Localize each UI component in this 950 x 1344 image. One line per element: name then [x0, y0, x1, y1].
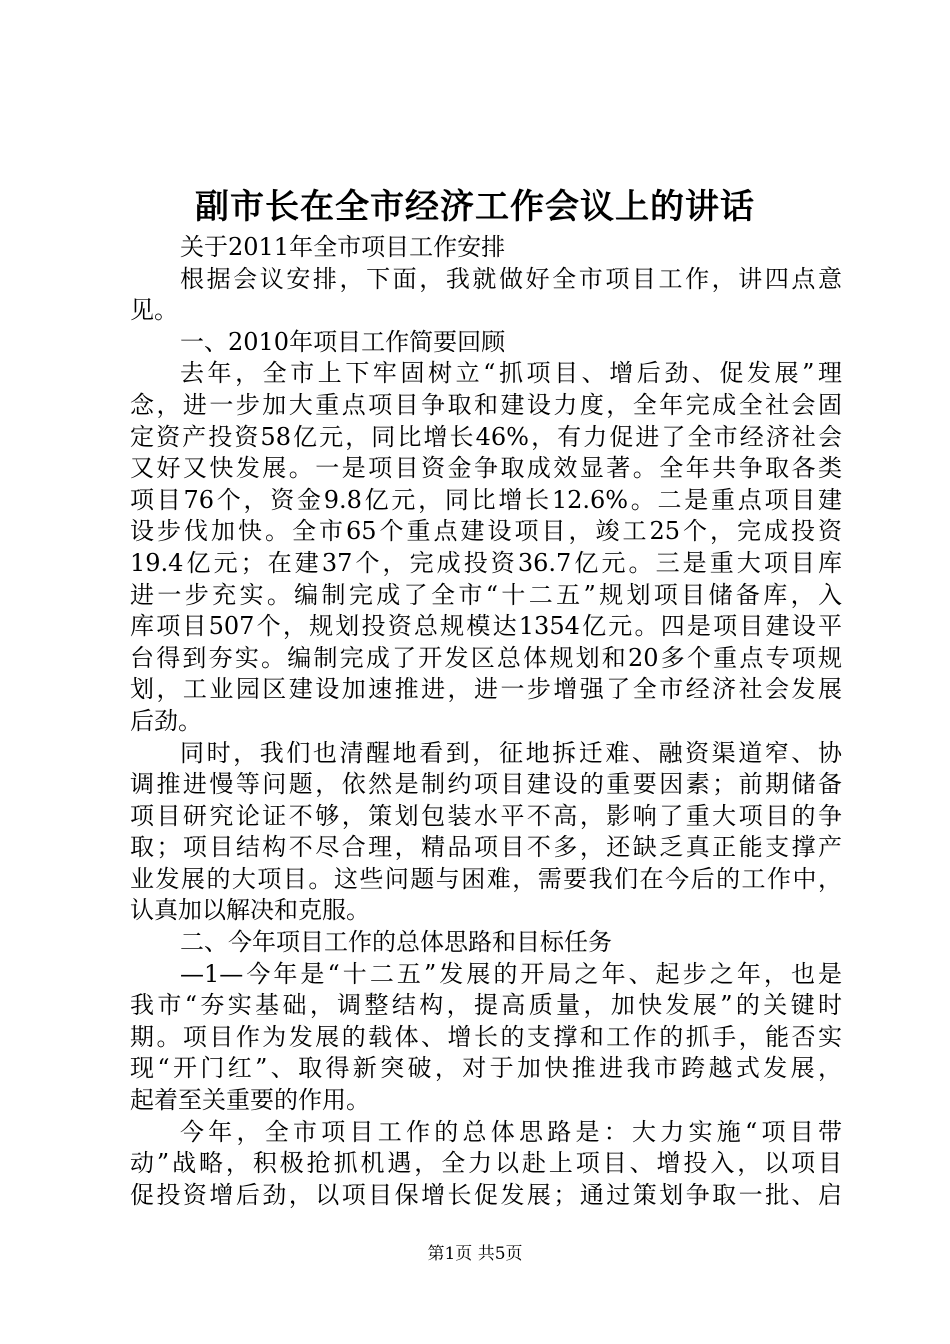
body-line: 后劲。 — [130, 706, 202, 735]
body-line: 取；项目结构不尽合理，精品项目不多，还缺乏真正能支撑产 — [130, 833, 842, 862]
body-line: 根据会议安排，下面，我就做好全市项目工作，讲四点意 — [180, 264, 842, 293]
body-line: 我市“夯实基础，调整结构，提高质量，加快发展”的关键时 — [130, 991, 842, 1020]
body-line: 认真加以解决和克服。 — [130, 896, 370, 925]
body-line: 业发展的大项目。这些问题与困难，需要我们在今后的工作中， — [130, 864, 842, 893]
body-line: 划，工业园区建设加速推进，进一步增强了全市经济社会发展 — [130, 675, 842, 704]
body-line: 期。项目作为发展的载体、增长的支撑和工作的抓手，能否实 — [130, 1022, 842, 1051]
body-line: 进一步充实。编制完成了全市“十二五”规划项目储备库，入 — [130, 580, 842, 609]
body-line: 现“开门红”、取得新突破，对于加快推进我市跨越式发展， — [130, 1054, 842, 1083]
body-line: 库项目507个，规划投资总规模达1354亿元。四是项目建设平 — [130, 612, 842, 641]
body-line: 同时，我们也清醒地看到，征地拆迁难、融资渠道窄、协 — [180, 738, 842, 767]
body-line: 台得到夯实。编制完成了开发区总体规划和20多个重点专项规 — [130, 643, 842, 672]
body-line: 项目研究论证不够，策划包装水平不高，影响了重大项目的争 — [130, 801, 842, 830]
body-line: 动”战略，积极抢抓机遇，全力以赴上项目、增投入，以项目 — [130, 1149, 842, 1178]
body-line: 19.4亿元；在建37个，完成投资36.7亿元。三是重大项目库 — [130, 548, 842, 577]
body-line: 起着至关重要的作用。 — [130, 1086, 370, 1115]
body-line: —1—今年是“十二五”发展的开局之年、起步之年，也是 — [180, 959, 842, 988]
body-line: 项目76个，资金9.8亿元，同比增长12.6%。二是重点项目建 — [130, 485, 842, 514]
body-line: 去年，全市上下牢固树立“抓项目、增后劲、促发展”理 — [180, 359, 842, 388]
body-line: 设步伐加快。全市65个重点建设项目，竣工25个，完成投资 — [130, 517, 842, 546]
body-line: 念，进一步加大重点项目争取和建设力度，全年完成全社会固 — [130, 390, 842, 419]
document-body — [130, 232, 842, 1211]
body-line: 关于2011年全市项目工作安排 — [180, 233, 506, 261]
body-line: 见。 — [130, 296, 178, 325]
body-line: 又好又快发展。一是项目资金争取成效显著。全年共争取各类 — [130, 454, 842, 483]
body-line: 促投资增后劲，以项目保增长促发展；通过策划争取一批、启 — [130, 1180, 842, 1209]
body-line: 二、今年项目工作的总体思路和目标任务 — [180, 928, 612, 957]
body-line: 定资产投资58亿元，同比增长46%，有力促进了全市经济社会 — [130, 422, 842, 451]
body-line: 一、2010年项目工作简要回顾 — [180, 327, 506, 356]
page-footer: 第1页 共5页 — [427, 1244, 523, 1264]
body-line: 调推进慢等问题，依然是制约项目建设的重要因素；前期储备 — [130, 770, 842, 799]
body-line: 今年，全市项目工作的总体思路是：大力实施“项目带 — [180, 1117, 842, 1146]
document-title: 副市长在全市经济工作会议上的讲话 — [195, 187, 755, 227]
